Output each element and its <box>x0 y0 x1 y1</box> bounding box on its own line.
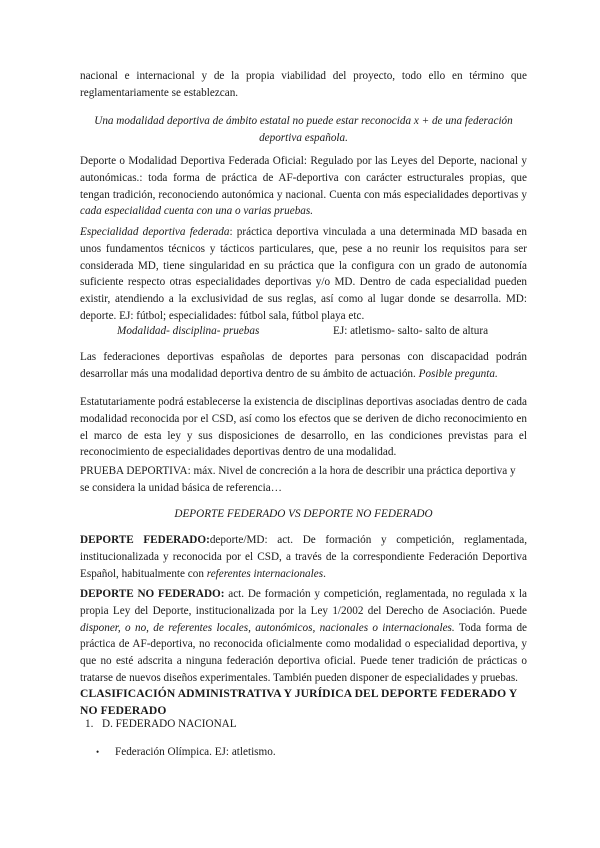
paragraph-discapacidad <box>80 349 527 383</box>
paragraph-italic: disponer, o no, de referentes locales, autonómicos, nacionales o internacionales. <box>80 621 455 634</box>
paragraph-italic: Posible pregunta. <box>418 367 498 380</box>
scheme-right: EJ: atletismo- salto- salto de altura <box>333 325 489 337</box>
paragraph-text: : práctica deportiva vinculada a una determinada MD basada en unos fundamentos técnicos y tácticos particulares, que, pese a no reunir los requisitos para ser considerada MD, tiene singularidad en su práctica que la configura con un grado de autonomía suficiente respecto otras especialidades deportivas y/o MD. Dentro de cada especialidad pueden existir, atendiendo a la exclusividad de sus reglas, así como al lugar donde se desarrolla. MD: deporte. EJ: fútbol; especialidades: fútbol sala, fútbol playa etc. <box>80 226 527 322</box>
paragraph-deporte-federado <box>80 532 527 582</box>
paragraph-continuation: nacional e internacional y de la propia viabilidad del proyecto, todo ello en término que reglamentariamente se establezcan. <box>80 70 527 99</box>
term-especialidad: Especialidad deportiva federada <box>80 226 230 238</box>
term-no-federado: DEPORTE NO FEDERADO: <box>80 588 225 600</box>
paragraph-end: . <box>323 567 326 580</box>
paragraph-prueba-deportiva: PRUEBA DEPORTIVA: máx. Nivel de concreción a la hora de describir una práctica deportiva y se considera la unidad básica de referencia… <box>80 465 516 494</box>
paragraph-text: deporte/MD: act. De formación y competición, reglamentada, institucionalizada y reconocida por el CSD, a través de la correspondiente Federación Deportiva Español, habitualmente con <box>80 534 527 580</box>
paragraph-modalidad-federada <box>80 153 527 220</box>
section-heading: CLASIFICACIÓN ADMINISTRATIVA Y JURÍDICA DEL DEPORTE FEDERADO Y NO FEDERADO <box>80 687 517 717</box>
list-item: D. FEDERADO NACIONAL <box>102 718 237 730</box>
scheme-left: Modalidad- disciplina- pruebas <box>117 325 260 337</box>
paragraph-text: act. De formación y competición, reglamentada, no regulada x la propia Ley del Deporte, institucionalizada por la Ley 1/2002 del Derecho de Asociación. Puede <box>80 588 527 617</box>
section-title: DEPORTE FEDERADO VS DEPORTE NO FEDERADO <box>174 508 433 520</box>
term-federado: DEPORTE FEDERADO: <box>80 534 210 546</box>
list-number: 1. <box>85 718 94 730</box>
paragraph-text-2: Toda forma de práctica de AF-deportiva, no reconocida oficialmente como modalidad o especialidad deportiva, y que no esté adscrita a ninguna federación deportiva oficial. Puede tener tradición de prácticas o tratarse de nuevos diseños experimentales. También pueden disponer de especialidades y pruebas. <box>80 621 528 684</box>
quote-note: Una modalidad deportiva de ámbito estatal no puede estar reconocida x + de una federación deportiva española. <box>94 115 513 144</box>
bullet-item: Federación Olímpica. EJ: atletismo. <box>115 746 276 758</box>
paragraph-text: Las federaciones deportivas españolas de deportes para personas con discapacidad podrán desarrollar más una modalidad deportiva dentro de su ámbito de actuación. <box>80 351 527 380</box>
paragraph-italic: referentes internacionales <box>206 567 324 580</box>
paragraph-text: Deporte o Modalidad Deportiva Federada Oficial: Regulado por las Leyes del Deporte, nacional y autonómicas.: toda forma de práctica de AF-deportiva con carácter estructurales propias, que tengan tradición, reconociendo autonómica y nacional. Cuenta con más especialidades deportivas y <box>80 155 527 201</box>
paragraph-italic: cada especialidad cuenta con una o varias pruebas. <box>80 205 314 218</box>
bullet-icon: • <box>96 747 100 757</box>
paragraph-deporte-no-federado <box>80 586 527 687</box>
paragraph-especialidad <box>80 224 527 325</box>
paragraph-estatutariamente: Estatutariamente podrá establecerse la existencia de disciplinas deportivas asociadas dentro de cada modalidad reconocida por el CSD, así como los efectos que se deriven de dicho reconocimiento en el marco de esta ley y sus disposiciones de desarrollo, en las condiciones previstas para el reconocimiento de especialidades deportivas dentro de una modalidad. <box>80 396 527 459</box>
